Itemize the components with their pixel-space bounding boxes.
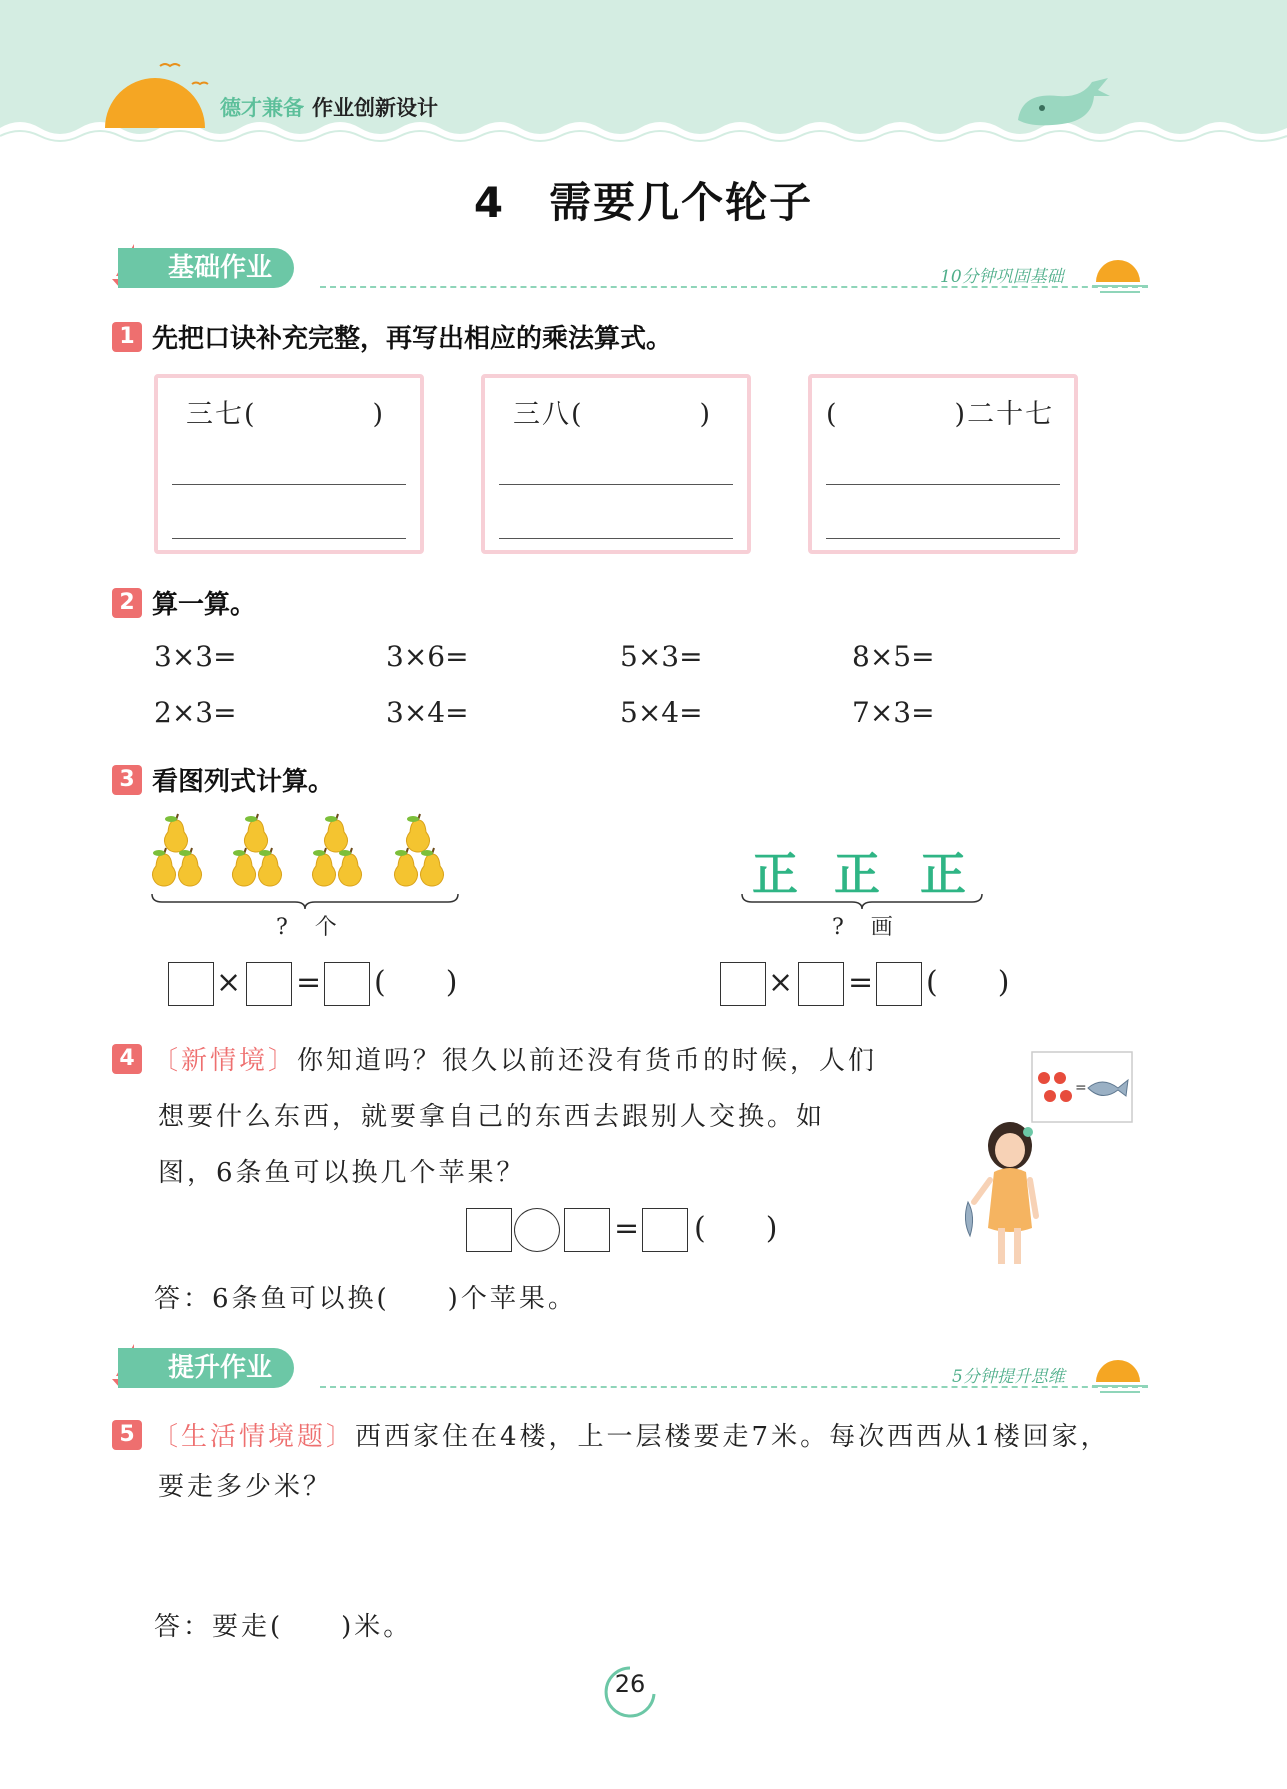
apple-icon [1038, 1072, 1050, 1084]
mnemonic-card-2 [481, 374, 751, 554]
answer-line[interactable] [826, 538, 1060, 539]
answer-box[interactable] [168, 962, 214, 1006]
pear-icon [420, 848, 443, 886]
brace-left [150, 892, 460, 910]
pear-icon [312, 848, 335, 886]
tally-mark: 正 [834, 847, 880, 901]
exchange-sign-illustration [1030, 1050, 1134, 1126]
pear-icon [232, 848, 255, 886]
calc-item: 5×4= [620, 696, 703, 729]
question-1-text: 先把口诀补充完整，再写出相应的乘法算式。 [152, 324, 673, 354]
answer-box[interactable] [246, 962, 292, 1006]
left-brace-label: ? 个 [276, 915, 347, 940]
mnemonic-card-3-text: ( )二十七 [826, 399, 1055, 430]
tally-mark: 正 [752, 847, 798, 901]
question-2-text: 算一算。 [152, 590, 257, 620]
question-4-line-1: 〔新情境〕你知道吗？很久以前还没有货币的时候，人们 [152, 1046, 878, 1076]
section-basic-header [118, 248, 294, 288]
sun-small-icon [1092, 1352, 1148, 1396]
pears-illustration [150, 812, 464, 902]
pear-icon [338, 848, 361, 886]
answer-line[interactable] [172, 538, 406, 539]
apple-icon [1060, 1090, 1072, 1102]
question-number-2: 2 [112, 588, 142, 618]
section-basic-label: 基础作业 [118, 248, 294, 288]
operator-circle[interactable] [514, 1208, 560, 1252]
pear-icon [178, 848, 201, 886]
question-5-line-1: 〔生活情境题〕西西家住在4楼，上一层楼要走7米。每次西西从1楼回家， [152, 1422, 1110, 1452]
section-advanced-note: 5分钟提升思维 [952, 1367, 1065, 1387]
question-4-line-3: 图，6条鱼可以换几个苹果？ [158, 1158, 526, 1188]
pear-group-1 [152, 814, 201, 886]
tally-mark: 正 [920, 847, 966, 901]
page-number: 26 [614, 1670, 646, 1698]
question-number-4: 4 [112, 1044, 142, 1074]
answer-box[interactable] [466, 1208, 512, 1252]
section-basic-note: 10分钟巩固基础 [940, 267, 1064, 287]
question-4-line-2: 想要什么东西，就要拿自己的东西去跟别人交换。如 [158, 1102, 826, 1132]
question-number-5: 5 [112, 1420, 142, 1450]
equals-sign: = [296, 965, 322, 1000]
question-number-3: 3 [112, 765, 142, 795]
times-sign: × [768, 965, 794, 1000]
pear-icon [164, 814, 187, 852]
question-4-tag: 〔新情境〕 [152, 1046, 298, 1076]
section-advanced-label: 提升作业 [118, 1348, 294, 1388]
svg-text:=: = [1075, 1080, 1087, 1096]
answer-box[interactable] [324, 962, 370, 1006]
calc-item: 8×5= [852, 640, 935, 673]
calc-item: 7×3= [852, 696, 935, 729]
sun-small-icon [1092, 252, 1148, 296]
brand-main: 作业创新设计 [312, 96, 438, 120]
unit-paren: ( ) [694, 1211, 778, 1246]
question-5-line-2: 要走多少米？ [158, 1472, 333, 1502]
equals-sign: = [848, 965, 874, 1000]
fish-icon [965, 1202, 972, 1236]
question-5-tag: 〔生活情境题〕 [152, 1422, 356, 1452]
answer-box[interactable] [642, 1208, 688, 1252]
right-brace-label: ? 画 [832, 915, 903, 940]
answer-line[interactable] [172, 484, 406, 485]
calc-item: 3×6= [386, 640, 469, 673]
pear-group-3 [312, 814, 361, 886]
answer-line[interactable] [499, 538, 733, 539]
pear-icon [258, 848, 281, 886]
answer-line[interactable] [499, 484, 733, 485]
apple-icon [1044, 1090, 1056, 1102]
question-5-answer: 答：要走( )米。 [154, 1612, 413, 1642]
equals-sign: = [614, 1211, 640, 1246]
times-sign: × [216, 965, 242, 1000]
pear-group-2 [232, 814, 281, 886]
calc-item: 5×3= [620, 640, 703, 673]
calc-item: 3×3= [154, 640, 237, 673]
question-number-1: 1 [112, 322, 142, 352]
pear-icon [152, 848, 175, 886]
answer-line[interactable] [826, 484, 1060, 485]
page-title: 4 需要几个轮子 [473, 178, 814, 227]
mnemonic-card-2-text: 三八( ) [513, 399, 713, 430]
calc-item: 3×4= [386, 696, 469, 729]
apple-icon [1054, 1072, 1066, 1084]
section-advanced-header [118, 1348, 294, 1388]
question-4-answer: 答：6条鱼可以换( )个苹果。 [154, 1284, 577, 1314]
pear-icon [394, 848, 417, 886]
mnemonic-card-1-text: 三七( ) [186, 399, 386, 430]
mnemonic-card-1 [154, 374, 424, 554]
brace-right [740, 892, 984, 910]
whale-icon [1012, 76, 1112, 132]
pear-icon [244, 814, 267, 852]
unit-paren: ( ) [926, 965, 1010, 1000]
answer-box[interactable] [720, 962, 766, 1006]
mnemonic-card-3 [808, 374, 1078, 554]
girl-illustration [958, 1116, 1058, 1276]
pear-group-4 [394, 814, 443, 886]
brand-accent: 德才兼备 [220, 96, 304, 120]
pear-icon [324, 814, 347, 852]
unit-paren: ( ) [374, 965, 458, 1000]
calc-item: 2×3= [154, 696, 237, 729]
answer-box[interactable] [564, 1208, 610, 1252]
question-3-text: 看图列式计算。 [152, 767, 335, 797]
answer-box[interactable] [876, 962, 922, 1006]
answer-box[interactable] [798, 962, 844, 1006]
pear-icon [406, 814, 429, 852]
sun-icon [100, 58, 210, 128]
